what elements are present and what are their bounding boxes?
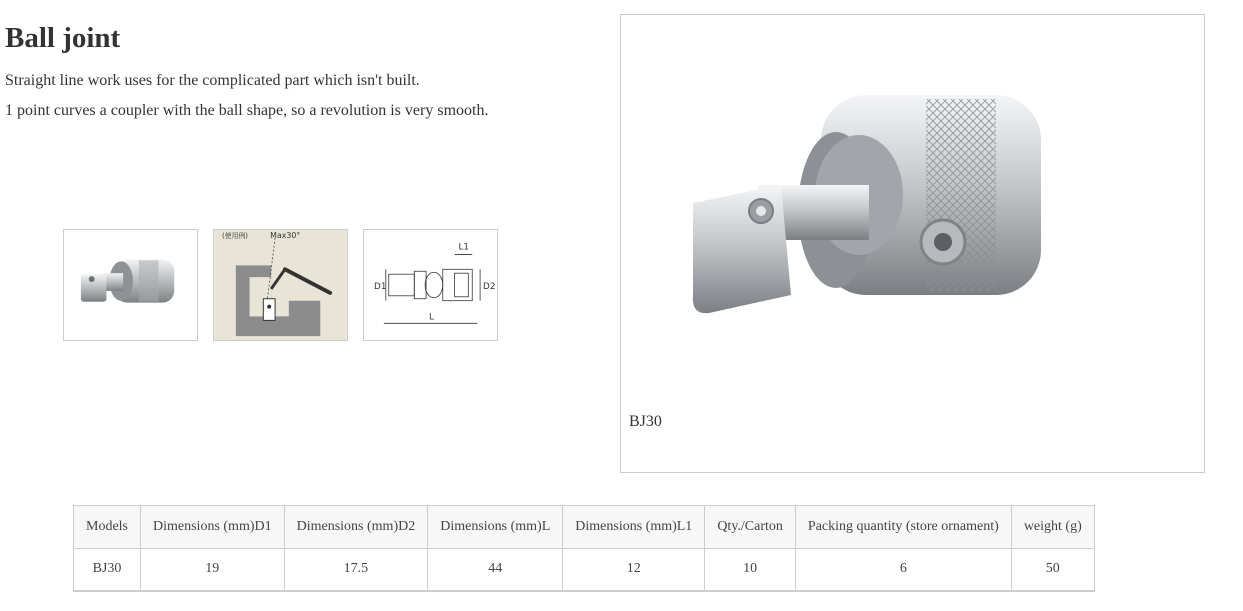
- page-title: Ball joint: [5, 22, 121, 54]
- cell-qty-carton: 10: [705, 549, 796, 591]
- ball-joint-photo-large: [681, 85, 1061, 345]
- dim-d2-label: D2: [483, 281, 496, 292]
- column-header-l: Dimensions (mm)L: [428, 506, 563, 549]
- product-description-line-2: 1 point curves a coupler with the ball shape, so a revolution is very smooth.: [5, 102, 489, 119]
- cell-d2: 17.5: [284, 549, 428, 591]
- main-image-caption: BJ30: [629, 413, 662, 430]
- dim-l-label: L: [429, 312, 434, 323]
- cell-packing-quantity: 6: [795, 549, 1011, 591]
- column-header-d2: Dimensions (mm)D2: [284, 506, 428, 549]
- usage-note-label: (使用例): [222, 231, 248, 240]
- cell-d1: 19: [141, 549, 285, 591]
- dim-d1-label: D1: [374, 281, 387, 292]
- specifications-table: [73, 505, 1095, 592]
- cell-l: 44: [428, 549, 563, 591]
- thumbnail-dimension-drawing[interactable]: [363, 229, 498, 341]
- product-description-line-1: Straight line work uses for the complicated part which isn't built.: [5, 72, 420, 89]
- thumbnail-product-photo[interactable]: [63, 229, 198, 341]
- main-product-image-frame: [620, 14, 1205, 473]
- table-header-row: [74, 506, 1095, 549]
- column-header-packing-quantity: Packing quantity (store ornament): [795, 506, 1011, 549]
- column-header-weight: weight (g): [1011, 506, 1094, 549]
- usage-example-illustration: [214, 230, 347, 340]
- thumbnail-usage-illustration[interactable]: [213, 229, 348, 341]
- cell-l1: 12: [563, 549, 705, 591]
- column-header-models: Models: [74, 506, 141, 549]
- column-header-qty-carton: Qty./Carton: [705, 506, 796, 549]
- cell-model: BJ30: [74, 549, 141, 591]
- table-row: [74, 549, 1095, 591]
- column-header-d1: Dimensions (mm)D1: [141, 506, 285, 549]
- dim-l1-label: L1: [458, 242, 470, 253]
- max-angle-label: Max30°: [270, 230, 301, 240]
- cell-weight: 50: [1011, 549, 1094, 591]
- column-header-l1: Dimensions (mm)L1: [563, 506, 705, 549]
- dimension-drawing: [364, 230, 497, 340]
- ball-joint-photo-small: [64, 230, 197, 340]
